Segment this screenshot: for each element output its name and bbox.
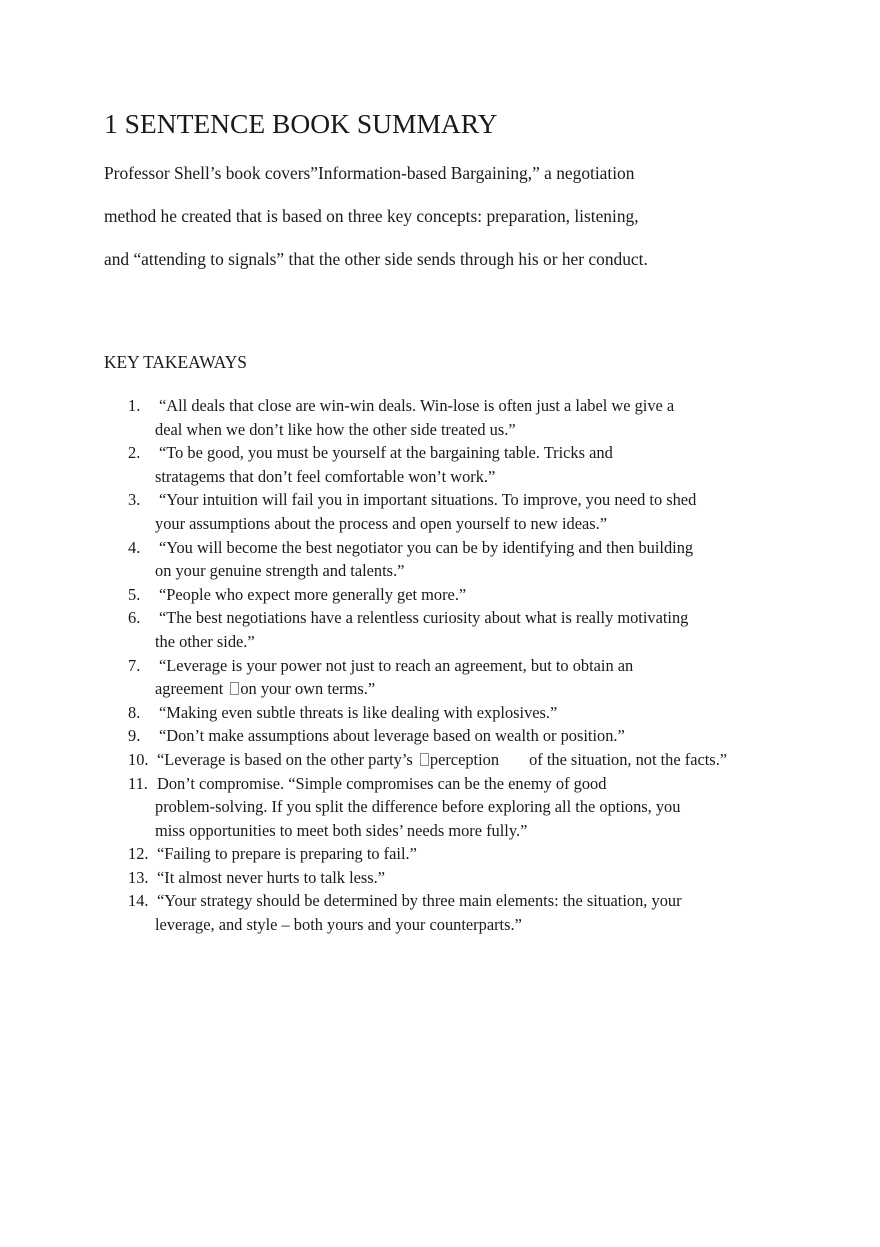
takeaway-text-segment: “Leverage is based on the other party’s (157, 749, 417, 769)
missing-glyph-icon (230, 682, 239, 695)
takeaway-item (0, 583, 880, 607)
takeaway-text: on your genuine strength and talents.” (155, 561, 405, 581)
takeaway-item (0, 889, 880, 936)
takeaway-text: “You will become the best negotiator you can be by identifying and then building (159, 537, 694, 557)
key-takeaways-heading: KEY TAKEAWAYS (104, 352, 247, 372)
takeaway-number: 6. (128, 608, 141, 628)
takeaway-text: “Failing to prepare is preparing to fail.” (157, 844, 417, 864)
takeaway-text: “The best negotiations have a relentless curiosity about what is really motivating (159, 608, 689, 628)
page-title: 1 SENTENCE BOOK SUMMARY (104, 108, 498, 139)
takeaway-text: “People who expect more generally get more.” (159, 584, 467, 604)
takeaway-text: “All deals that close are win-win deals. Win-lose is often just a label we give a (159, 396, 675, 415)
takeaway-number: 2. (128, 443, 141, 463)
takeaway-text: problem-solving. If you split the difference before exploring all the options, you (155, 797, 681, 817)
takeaway-text: “Don’t make assumptions about leverage based on wealth or position.” (159, 726, 625, 746)
takeaway-item (0, 748, 880, 772)
takeaway-item (0, 654, 880, 701)
takeaway-item (0, 866, 880, 890)
summary-line: method he created that is based on three key concepts: preparation, listening, (104, 206, 639, 226)
takeaway-text-segment: of the situation, not the facts.” (529, 749, 728, 769)
takeaway-text: the other side.” (155, 631, 255, 651)
takeaway-text: “Your strategy should be determined by three main elements: the situation, your (157, 891, 682, 911)
takeaway-number: 9. (128, 726, 141, 746)
takeaway-number: 4. (128, 537, 141, 557)
takeaway-text: leverage, and style – both yours and your counterparts.” (155, 915, 522, 935)
takeaway-item (0, 536, 880, 583)
takeaway-number: 10. (128, 749, 149, 769)
takeaway-item (0, 842, 880, 866)
takeaway-text-segment: on your own terms.” (240, 679, 376, 699)
takeaway-text: your assumptions about the process and open yourself to new ideas.” (155, 513, 608, 533)
takeaway-number: 13. (128, 867, 149, 887)
takeaway-number: 8. (128, 702, 141, 722)
takeaway-item (0, 488, 880, 535)
takeaway-text: “Your intuition will fail you in important situations. To improve, you need to shed (159, 490, 697, 510)
takeaway-number: 1. (128, 396, 141, 415)
takeaway-text: “Making even subtle threats is like dealing with explosives.” (159, 702, 558, 722)
takeaway-text-segment: perception (429, 749, 500, 769)
takeaway-item (0, 441, 880, 488)
summary-line: and “attending to signals” that the other side sends through his or her conduct. (104, 249, 648, 269)
takeaway-number: 11. (128, 773, 148, 793)
takeaway-item (0, 724, 880, 748)
takeaway-text: Don’t compromise. “Simple compromises can be the enemy of good (157, 773, 607, 793)
takeaway-number: 7. (128, 655, 141, 675)
missing-glyph-icon (420, 753, 429, 766)
takeaway-text: miss opportunities to meet both sides’ needs more fully.” (155, 820, 528, 840)
takeaway-number: 14. (128, 891, 149, 911)
takeaway-text: “To be good, you must be yourself at the bargaining table. Tricks and (159, 443, 613, 463)
takeaway-number: 5. (128, 584, 141, 604)
takeaway-number: 12. (128, 844, 149, 864)
takeaway-item (0, 606, 880, 653)
takeaway-item (0, 701, 880, 725)
takeaway-text: “It almost never hurts to talk less.” (157, 867, 386, 887)
takeaway-text: deal when we don’t like how the other side treated us.” (155, 419, 516, 439)
takeaway-text: “Leverage is your power not just to reach an agreement, but to obtain an (159, 655, 634, 675)
takeaway-text-segment: agreement (155, 679, 228, 699)
takeaway-item (0, 772, 880, 843)
takeaway-item (0, 394, 880, 441)
takeaway-number: 3. (128, 490, 141, 510)
summary-line: Professor Shell’s book covers”Information-based Bargaining,” a negotiation (104, 163, 635, 183)
takeaway-text-with-glyph (0, 677, 880, 701)
takeaway-text: stratagems that don’t feel comfortable won’t work.” (155, 466, 496, 486)
takeaways-list (0, 394, 880, 937)
